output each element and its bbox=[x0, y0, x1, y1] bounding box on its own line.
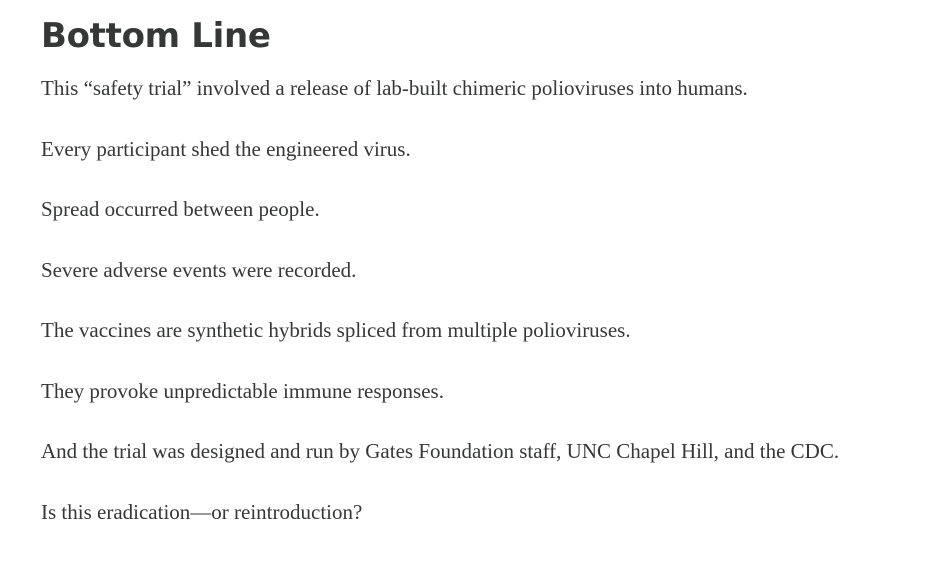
article-section bbox=[41, 14, 911, 554]
section-heading: Bottom Line bbox=[41, 16, 271, 56]
paragraph-safety-trial: This “safety trial” involved a release of lab-built chimeric polioviruses into humans. bbox=[41, 76, 748, 100]
paragraph-immune-responses: They provoke unpredictable immune responses. bbox=[41, 378, 444, 403]
paragraph-shedding: Every participant shed the engineered virus. bbox=[41, 136, 411, 161]
paragraph-trial-designers: And the trial was designed and run by Gates Foundation staff, UNC Chapel Hill, and the CDC. bbox=[41, 439, 840, 463]
paragraph-adverse-events: Severe adverse events were recorded. bbox=[41, 257, 357, 282]
paragraph-spread: Spread occurred between people. bbox=[41, 197, 320, 221]
paragraph-synthetic-hybrids: The vaccines are synthetic hybrids spliced from multiple polioviruses. bbox=[41, 318, 631, 342]
paragraph-closing-question: Is this eradication—or reintroduction? bbox=[41, 499, 363, 524]
